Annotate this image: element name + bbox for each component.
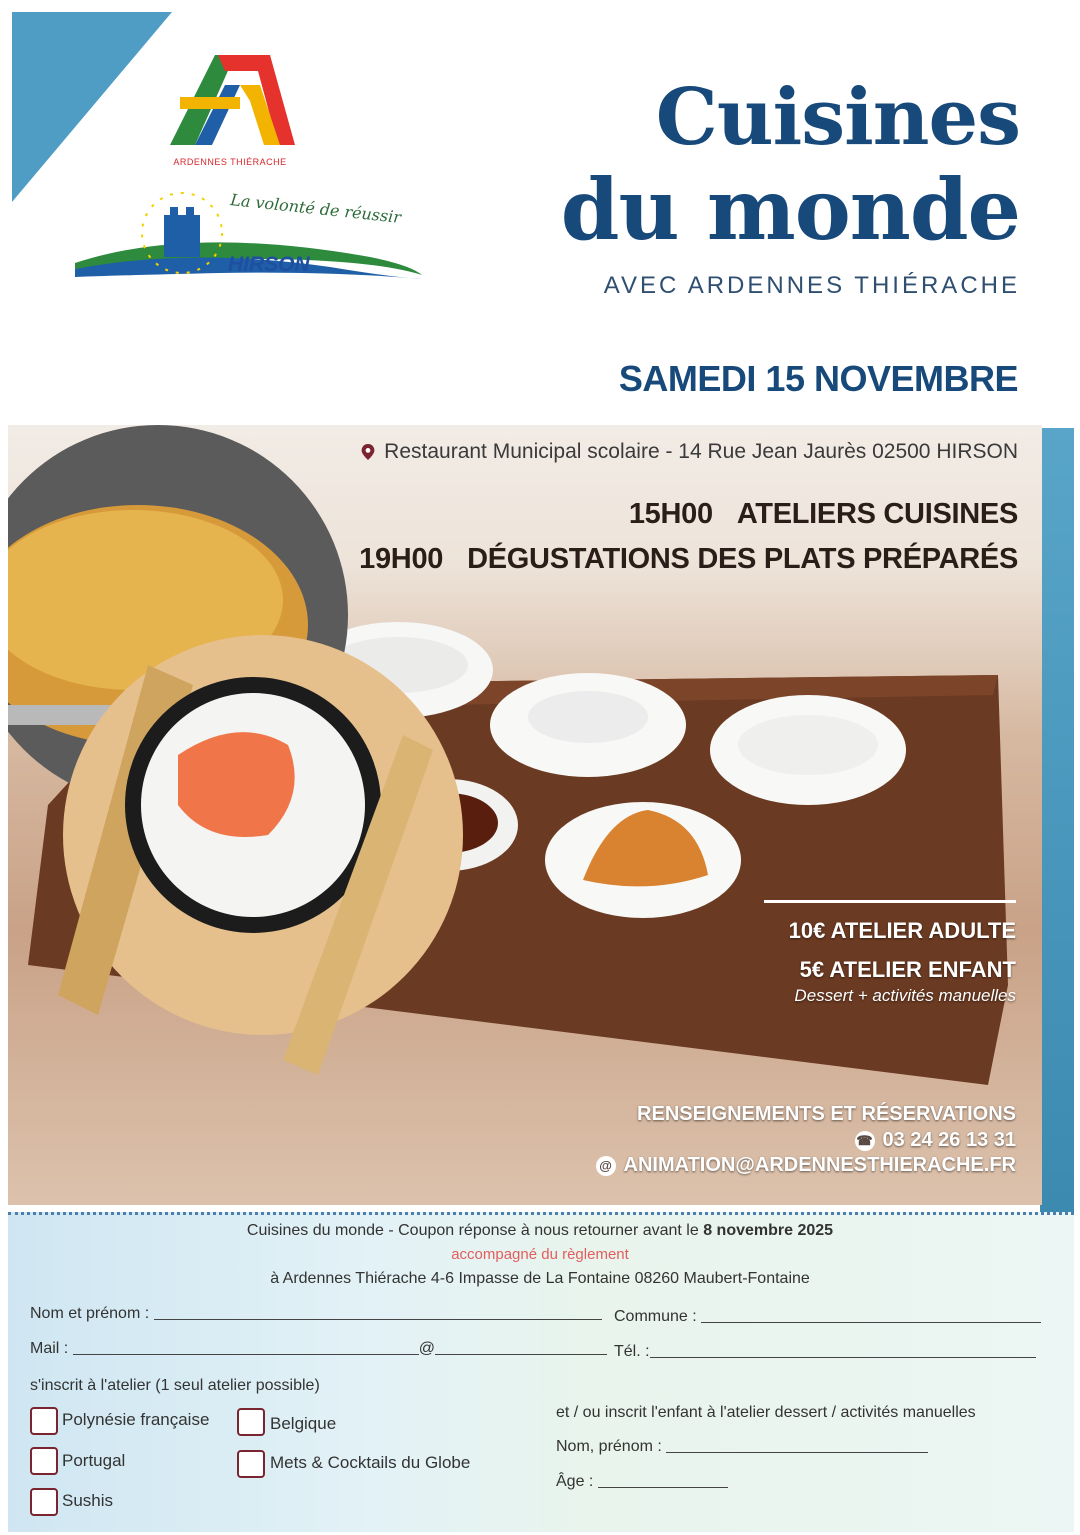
food-photo — [8, 425, 1042, 1205]
signup-label: s'inscrit à l'atelier (1 seul atelier possible) — [30, 1377, 320, 1394]
ardennes-logo-text: ARDENNES THIÉRACHE — [173, 157, 287, 167]
email-address: ANIMATION@ARDENNESTHIERACHE.FR — [623, 1154, 1016, 1176]
mail-user-line[interactable] — [73, 1342, 419, 1355]
option-portugal: Portugal — [62, 1451, 126, 1470]
info-email — [596, 1154, 1016, 1177]
price-divider — [764, 900, 1016, 903]
checkbox-polynesie[interactable] — [30, 1407, 58, 1435]
mail-at-sign: @ — [418, 1340, 435, 1357]
mail-label: Mail : — [30, 1340, 69, 1357]
child-name-field[interactable] — [556, 1438, 928, 1456]
checkbox-belgique[interactable] — [237, 1408, 265, 1436]
coupon-heading — [0, 1222, 1080, 1240]
name-field[interactable] — [30, 1305, 602, 1323]
child-name-line[interactable] — [666, 1440, 928, 1453]
tel-label: Tél. : — [614, 1343, 650, 1360]
price-adult: 10€ ATELIER ADULTE — [788, 918, 1016, 943]
option-sushis: Sushis — [62, 1491, 114, 1510]
schedule-item-workshops — [629, 498, 1018, 531]
mail-domain-line[interactable] — [435, 1342, 607, 1355]
phone-number: 03 24 26 13 31 — [882, 1129, 1016, 1151]
coupon-cut-line — [8, 1212, 1074, 1215]
checkbox-sushis[interactable] — [30, 1488, 58, 1516]
tel-field[interactable] — [614, 1343, 1036, 1361]
page-subtitle: AVEC ARDENNES THIÉRACHE — [603, 272, 1020, 299]
hirson-slogan: La volonté de réussir — [229, 190, 402, 227]
child-age-line[interactable] — [598, 1475, 728, 1488]
coupon-payment-note: accompagné du règlement — [451, 1246, 629, 1263]
schedule-time: 15H00 — [628, 498, 713, 530]
hirson-name: HIRSON — [228, 253, 310, 276]
schedule-label: ATELIERS CUISINES — [736, 498, 1018, 530]
schedule-item-tasting — [359, 543, 1018, 576]
checkbox-mets-cocktails[interactable] — [237, 1450, 265, 1478]
event-date: SAMEDI 15 NOVEMBRE — [618, 358, 1018, 399]
option-mets-cocktails: Mets & Cocktails du Globe — [270, 1453, 471, 1472]
phone-icon: ☎ — [855, 1131, 875, 1151]
at-icon: @ — [596, 1156, 616, 1176]
page-title-line1: Cuisines — [655, 72, 1020, 163]
child-name-label: Nom, prénom : — [556, 1438, 662, 1455]
commune-label: Commune : — [614, 1308, 697, 1325]
price-child: 5€ ATELIER ENFANT — [799, 957, 1016, 982]
option-polynesie: Polynésie française — [62, 1410, 210, 1429]
coupon-heading-text: Cuisines du monde - Coupon réponse à nous retourner avant le — [246, 1222, 704, 1239]
name-label: Nom et prénom : — [30, 1305, 150, 1322]
coupon-deadline: 8 novembre 2025 — [703, 1222, 834, 1239]
ardennes-thierache-logo — [140, 45, 310, 175]
commune-line[interactable] — [701, 1310, 1041, 1323]
checkbox-portugal[interactable] — [30, 1447, 58, 1475]
location-pin-icon — [360, 444, 376, 460]
hirson-logo — [70, 185, 430, 295]
page-title-line2: du monde — [560, 160, 1020, 259]
info-phone — [855, 1129, 1016, 1152]
child-age-label: Âge : — [556, 1473, 594, 1490]
commune-field[interactable] — [614, 1308, 1041, 1326]
option-belgique: Belgique — [270, 1414, 337, 1433]
schedule-label: DÉGUSTATIONS DES PLATS PRÉPARÉS — [467, 543, 1018, 575]
schedule-time: 19H00 — [359, 543, 444, 575]
price-note: Dessert + activités manuelles — [794, 986, 1016, 1005]
name-line[interactable] — [154, 1307, 602, 1320]
mail-field[interactable] — [30, 1340, 607, 1358]
coupon-address: à Ardennes Thiérache 4-6 Impasse de La Fontaine 08260 Maubert-Fontaine — [270, 1270, 810, 1287]
info-title: RENSEIGNEMENTS ET RÉSERVATIONS — [637, 1103, 1016, 1125]
event-address — [360, 440, 1018, 464]
child-signup-label: et / ou inscrit l'enfant à l'atelier dessert / activités manuelles — [556, 1404, 976, 1421]
blue-side-band — [1040, 428, 1074, 1213]
child-age-field[interactable] — [556, 1473, 728, 1491]
tel-line[interactable] — [650, 1345, 1036, 1358]
address-text: Restaurant Municipal scolaire - 14 Rue Jean Jaurès 02500 HIRSON — [384, 440, 1018, 463]
